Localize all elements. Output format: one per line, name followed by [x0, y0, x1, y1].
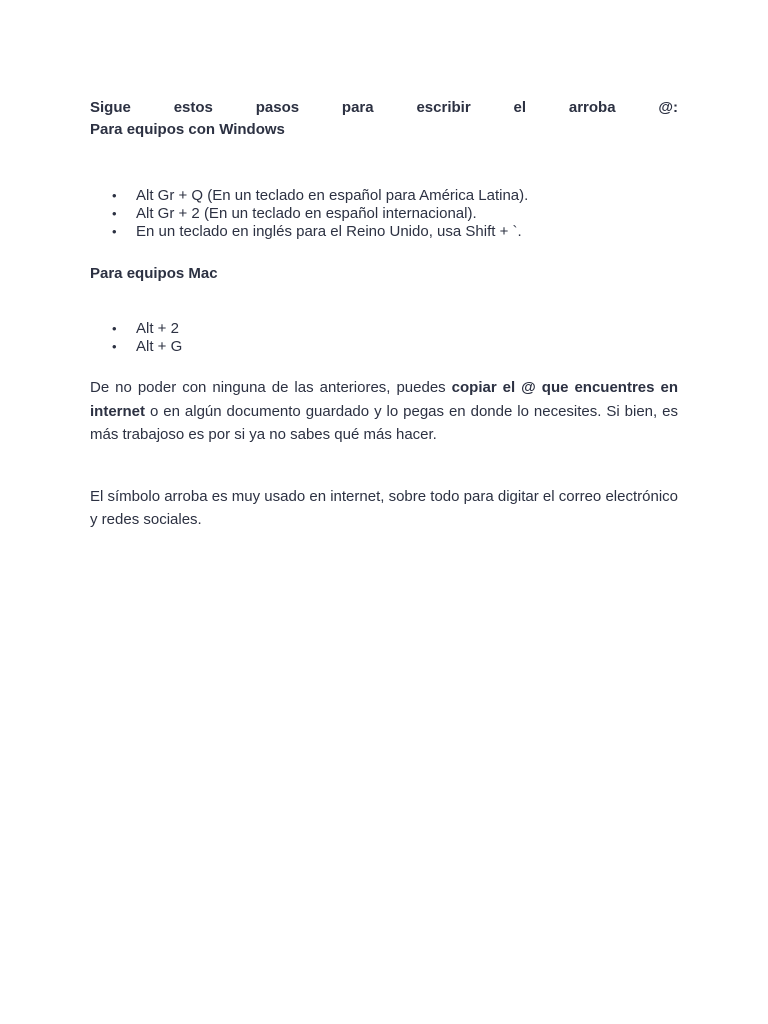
list-item-text: Alt + 2	[136, 320, 179, 337]
heading-word: @:	[658, 99, 679, 116]
intro-heading	[90, 97, 678, 119]
heading-word: Sigue	[90, 99, 131, 116]
paragraph-bold-text: copiar el @ que encuentres en internet	[90, 379, 678, 420]
list-item	[90, 187, 678, 205]
bullet-icon: •	[112, 321, 117, 336]
list-item	[90, 205, 678, 223]
heading-word: el	[513, 99, 527, 116]
heading-word: pasos	[255, 99, 300, 116]
bullet-icon: •	[112, 206, 117, 221]
mac-heading: Para equipos Mac	[90, 265, 218, 282]
list-item	[90, 320, 678, 338]
bullet-icon: •	[112, 188, 117, 203]
heading-word: para	[341, 99, 374, 116]
windows-heading: Para equipos con Windows	[90, 121, 285, 138]
heading-word: arroba	[568, 99, 616, 116]
fallback-paragraph	[90, 376, 678, 447]
list-item	[90, 338, 678, 356]
closing-paragraph: El símbolo arroba es muy usado en internet, sobre todo para digitar el correo electrónico y redes sociales.	[90, 487, 678, 528]
mac-list	[90, 320, 678, 356]
heading-word: escribir	[416, 99, 471, 116]
paragraph-text: De no poder con ninguna de las anteriores, puedes	[90, 379, 452, 396]
paragraph-text: o en algún documento guardado y lo pegas en donde lo necesites. Si bien, es más trabajoso es por si ya no sabes qué más hacer.	[90, 402, 678, 443]
list-item-text: En un teclado en inglés para el Reino Unido, usa Shift + `.	[136, 223, 522, 240]
heading-word: estos	[173, 99, 213, 116]
document-page	[90, 97, 678, 532]
bullet-icon: •	[112, 339, 117, 354]
list-item-text: Alt Gr + 2 (En un teclado en español internacional).	[136, 205, 477, 222]
list-item-text: Alt + G	[136, 338, 183, 355]
list-item-text: Alt Gr + Q (En un teclado en español para América Latina).	[136, 187, 529, 204]
windows-list	[90, 187, 678, 241]
bullet-icon: •	[112, 224, 117, 239]
list-item	[90, 223, 678, 241]
